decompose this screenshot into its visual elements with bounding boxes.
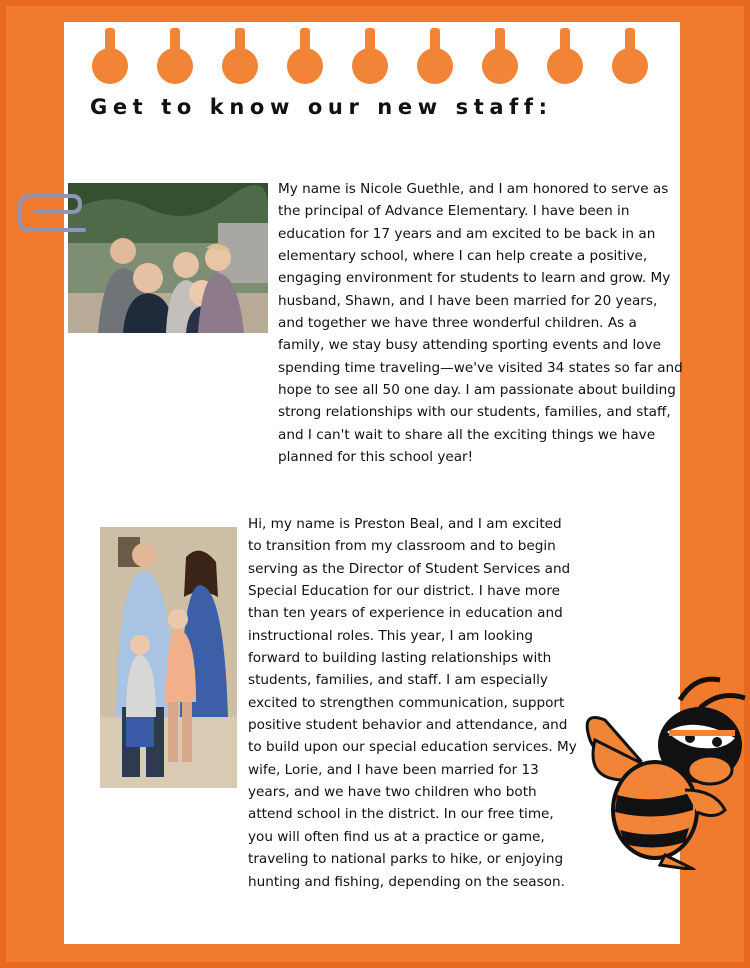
binder-ring-icon <box>547 48 583 84</box>
staff-photo-director <box>100 527 237 788</box>
binder-ring-icon <box>157 48 193 84</box>
family-photo-icon <box>100 527 237 788</box>
hornet-mascot-icon <box>585 670 750 870</box>
binder-ring-icon <box>287 48 323 84</box>
binder-ring-icon <box>612 48 648 84</box>
paperclip-icon <box>16 190 86 236</box>
family-photo-icon <box>68 183 268 333</box>
principal-bio: My name is Nicole Guethle, and I am honored to serve as the principal of Advance Elementary. I have been in education for 17 years and am excited to be back in an elementary school, where I can help create a positive, engaging environment for students to learn and grow. My husband, Shawn, and I have been married for 20 years, and together we have three wonderful children. As a family, we stay busy attending sporting events and love spending time traveling—we've visited 34 states so far and hope to see all 50 one day. I am passionate about building strong relationships with our students, families, and staff, and I can't wait to share all the exciting things we have planned for this school year! <box>278 181 683 466</box>
staff-photo-principal <box>68 183 268 333</box>
binder-ring-icon <box>222 48 258 84</box>
binder-ring-icon <box>417 48 453 84</box>
binder-ring-icon <box>92 48 128 84</box>
page-title: Get to know our new staff: <box>90 95 553 119</box>
binder-ring-icon <box>482 48 518 84</box>
director-bio: Hi, my name is Preston Beal, and I am excited to transition from my classroom and to begin serving as the Director of Student Services and Special Education for our district. I have more than ten years of experience in education and instructional roles. This year, I am looking forward to building lasting relationships with students, families, and staff. I am especially excited to strengthen communication, support positive student behavior and attendance, and to build upon our special education services. My wife, Lorie, and I have been married for 13 years, and we have two children who both attend school in the district. In our free time, you will often find us at a practice or game, traveling to national parks to hike, or enjoying hunting and fishing, depending on the season. <box>248 516 577 890</box>
binder-ring-icon <box>352 48 388 84</box>
